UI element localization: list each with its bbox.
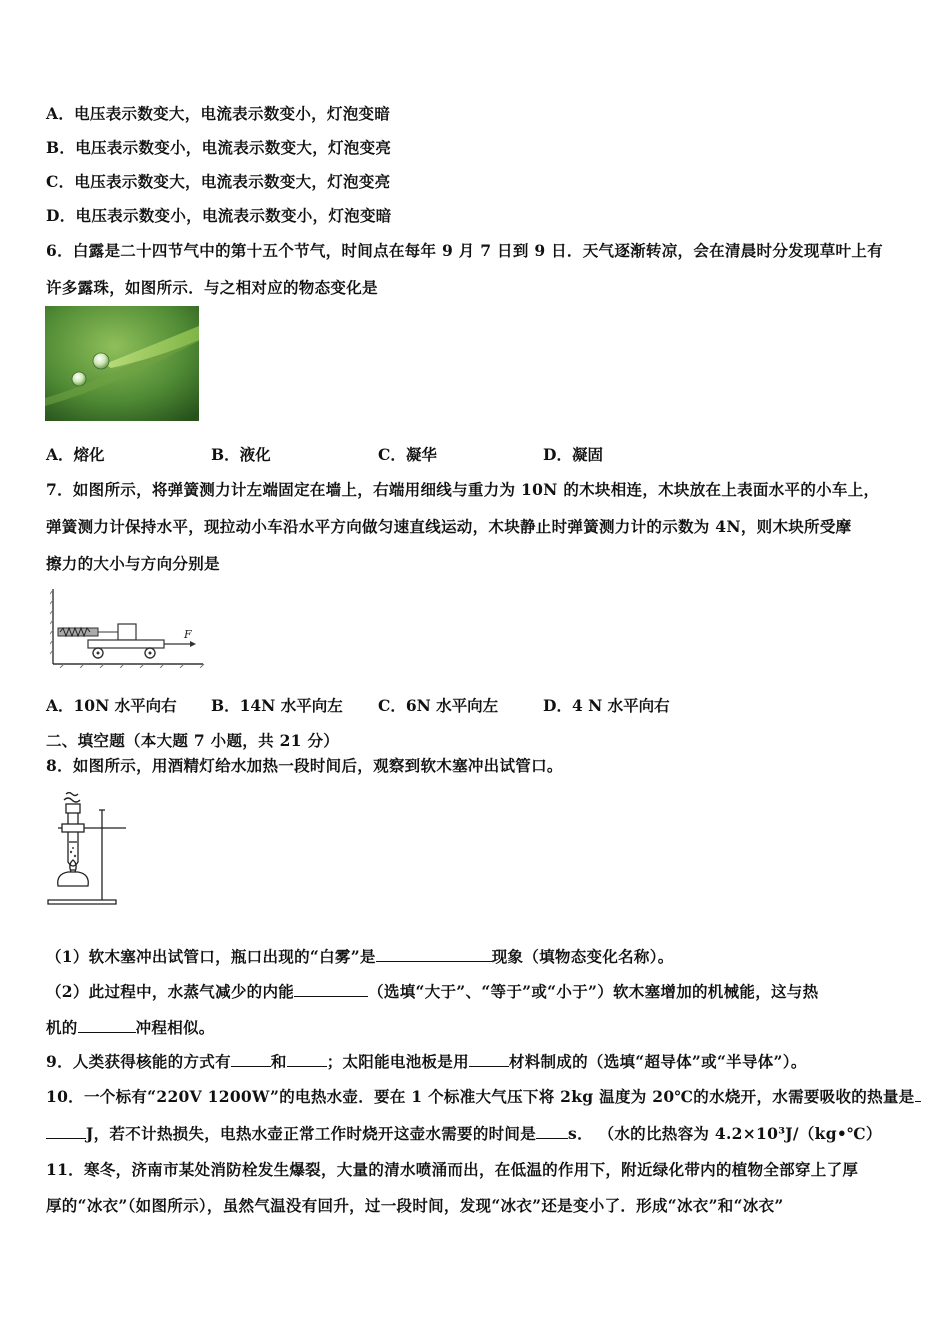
q8-sub2: （2）此过程中，水蒸气减少的内能 （选填“大于”、“等于”或“小于”）软木塞增加的机械能，这与热 (46, 982, 819, 1001)
alcohol-lamp-test-tube-diagram (44, 790, 130, 912)
answer-blank[interactable] (46, 1124, 86, 1139)
answer-blank[interactable] (287, 1052, 327, 1067)
q7-option-a: A．10N 水平向右 (46, 696, 177, 715)
answer-blank[interactable] (376, 947, 492, 962)
q7-option-b: B．14N 水平向左 (211, 696, 343, 715)
q5-option-d: D．电压表示数变小，电流表示数变小，灯泡变暗 (46, 206, 392, 225)
q6-text-line1: 6．白露是二十四节气中的第十五个节气，时间点在每年 9 月 7 日到 9 日．天气逐渐转凉，会在清晨时分发现草叶上有 (46, 241, 883, 260)
q5-option-c: C．电压表示数变大，电流表示数变大，灯泡变亮 (46, 172, 391, 191)
q8-sub1: （1）软木塞冲出试管口，瓶口出现的“白雾”是 现象（填物态变化名称）。 (46, 947, 674, 966)
q8-sub2-cont: 机的 冲程相似。 (46, 1018, 215, 1037)
q8-text-line1: 8．如图所示，用酒精灯给水加热一段时间后，观察到软木塞冲出试管口。 (46, 756, 563, 775)
answer-blank[interactable] (536, 1124, 568, 1139)
q11-text-line2: 厚的“冰衣”（如图所示），虽然气温没有回升，过一段时间，发现“冰衣”还是变小了．形成“冰衣”和“冰衣” (46, 1196, 784, 1215)
answer-blank[interactable] (915, 1087, 921, 1102)
q7-text-line2: 弹簧测力计保持水平，现拉动小车沿水平方向做匀速直线运动，木块静止时弹簧测力计的示数为 4N，则木块所受摩 (46, 517, 852, 536)
q9-text: 9．人类获得核能的方式有 和 ；太阳能电池板是用 材料制成的（选填“超导体”或“半导体”）。 (46, 1052, 807, 1071)
dew-on-grass-photo (45, 306, 199, 421)
q7-text-line1: 7．如图所示，将弹簧测力计左端固定在墙上，右端用细线与重力为 10N 的木块相连，木块放在上表面水平的小车上， (46, 480, 880, 499)
answer-blank[interactable] (294, 982, 368, 997)
q10-text-line1: 10．一个标有“220V 1200W”的电热水壶．要在 1 个标准大气压下将 2kg 温度为 20℃的水烧开，水需要吸收的热量是 (46, 1085, 921, 1107)
q6-option-d: D．凝固 (543, 445, 603, 464)
section-heading: 二、填空题（本大题 7 小题，共 21 分） (46, 731, 340, 750)
answer-blank[interactable] (78, 1018, 136, 1033)
q10-text-line2: J，若不计热损失，电热水壶正常工作时烧开这壶水需要的时间是 s． （水的比热容为 4.2×10³J/（kg•℃） (46, 1122, 882, 1144)
q7-text-line3: 擦力的大小与方向分别是 (46, 554, 220, 573)
q6-text-line2: 许多露珠，如图所示．与之相对应的物态变化是 (46, 278, 378, 297)
q6-option-a: A．熔化 (46, 445, 105, 464)
q11-text-line1: 11．寒冬，济南市某处消防栓发生爆裂，大量的清水喷涌而出，在低温的作用下，附近绿化带内的植物全部穿上了厚 (46, 1160, 859, 1179)
answer-blank[interactable] (469, 1052, 509, 1067)
spring-scale-cart-diagram (50, 586, 206, 668)
answer-blank[interactable] (231, 1052, 271, 1067)
q6-option-b: B．液化 (211, 445, 271, 464)
q7-option-c: C．6N 水平向左 (378, 696, 499, 715)
q5-option-a: A．电压表示数变大，电流表示数变小，灯泡变暗 (46, 104, 391, 123)
q7-option-d: D．4 N 水平向右 (543, 696, 670, 715)
q5-option-b: B．电压表示数变小，电流表示数变大，灯泡变亮 (46, 138, 392, 157)
force-label: F (184, 628, 192, 641)
q6-option-c: C．凝华 (378, 445, 437, 464)
